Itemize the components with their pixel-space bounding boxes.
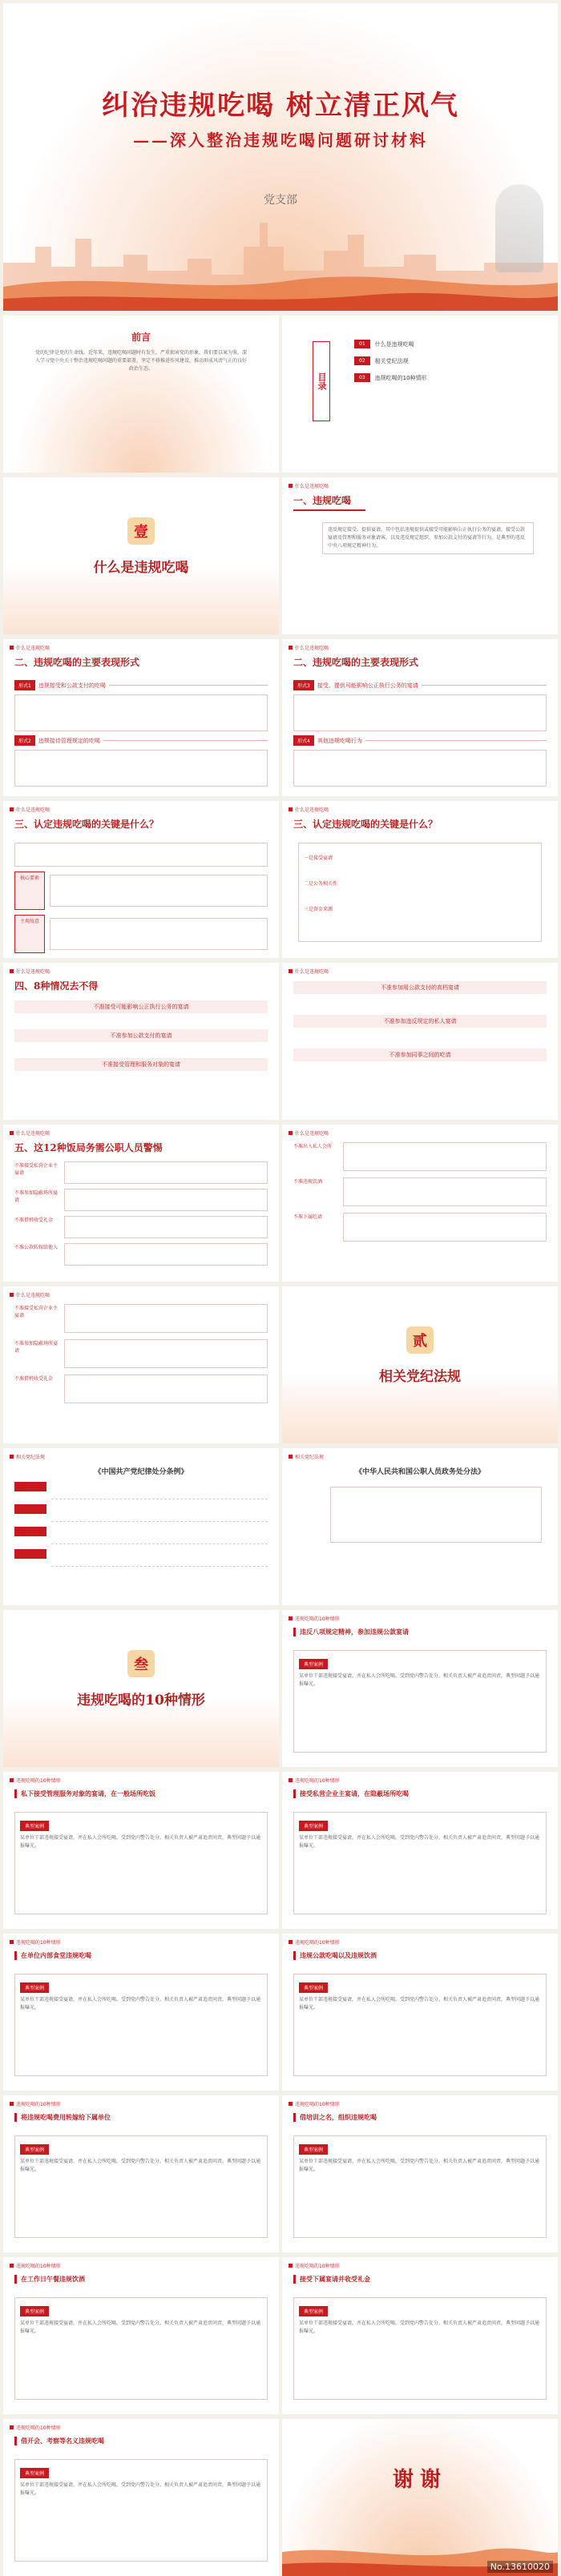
- slide-tag: 违规吃喝的10种情形: [289, 1777, 340, 1784]
- thanks-slide: [282, 2419, 558, 2576]
- rule-row: 不准参加公款支付的宴请: [14, 1029, 268, 1042]
- slide-heading: 四、8种情况去不得: [14, 980, 99, 992]
- case-type: 不准出入私人会所: [293, 1144, 333, 1149]
- judge-key-1: 核心要素: [14, 871, 45, 910]
- five-slide-2: [282, 1125, 558, 1282]
- law-title: 《中华人民共和国公职人员政务处分法》: [354, 1468, 485, 1476]
- case-type: 不准参加隐蔽场所宴请: [14, 1190, 59, 1203]
- case-text: 某单位干部违规接受宴请，并在私人会所吃喝，受到党内警告处分。相关负责人被严肃追责问责，典型问题予以通报曝光。: [299, 2159, 540, 2172]
- rule-row: 不准接受可能影响公正执行公务的宴请: [14, 1000, 268, 1013]
- rule-desc: [14, 1016, 268, 1027]
- case-label: 典型案例: [299, 2306, 328, 2316]
- case-slide-5: [282, 1934, 558, 2091]
- case-type: 不准借机收受礼金: [14, 1218, 54, 1223]
- case-title: 在单位内部食堂违规吃喝: [14, 1951, 268, 1960]
- case-type: 不准违规饮酒: [293, 1179, 323, 1185]
- slide-heading: 一、违规吃喝: [293, 495, 352, 506]
- case-slide-7: [282, 2095, 558, 2252]
- case-desc: [64, 1243, 268, 1266]
- law-article-tag: [14, 1527, 46, 1536]
- case-text: 某单位干部违规接受宴请，并在私人会所吃喝，受到党内警告处分。相关负责人被严肃追责问责，典型问题予以通报曝光。: [20, 2320, 261, 2334]
- form-desc: [293, 750, 547, 787]
- toc-label: 目录: [313, 341, 330, 421]
- rule-desc: [293, 1030, 547, 1046]
- judge-item-1: 一是接受宴请: [304, 855, 333, 861]
- case-desc: [64, 1216, 268, 1238]
- case-title: 违反八项规定精神，参加违规公款宴请: [293, 1628, 547, 1636]
- definition-text: 违反规定接受、提供宴请，其中包括违规提供或接受可能影响公正执行公务的宴请，接受公款宴请及管理和服务对象请客，以及违反规定组织、参加公款支付的宴请等行为，是典型的违反中央八项规定精神行为。: [322, 522, 534, 554]
- case-title: 在工作日午餐违规饮酒: [14, 2275, 268, 2284]
- judge-item-2: 二是公务相关性: [304, 881, 338, 887]
- slide-heading: 五、这12种饭局务需公职人员警惕: [14, 1142, 163, 1153]
- section-number: 叁: [127, 1650, 155, 1677]
- case-text: 某单位干部违规接受宴请，并在私人会所吃喝，受到党内警告处分。相关负责人被严肃追责问责，典型问题予以通报曝光。: [299, 1673, 540, 1687]
- case-desc: [64, 1161, 268, 1184]
- judge-slide-2: [282, 801, 558, 958]
- rule-desc: [293, 1064, 547, 1080]
- slide-tag: 违规吃喝的10种情形: [289, 2100, 340, 2107]
- cover-slide: [3, 3, 558, 311]
- law-article-tag: [14, 1504, 46, 1514]
- case-type: 不准借机收受礼金: [14, 1376, 54, 1382]
- case-text: 某单位干部违规接受宴请，并在私人会所吃喝，受到党内警告处分。相关负责人被严肃追责问责，典型问题予以通报曝光。: [20, 2482, 261, 2496]
- section-slide-2: [282, 1286, 558, 1443]
- case-slide-2: [3, 1772, 279, 1929]
- case-desc: [64, 1304, 268, 1333]
- case-title: 借培训之名，组织违规吃喝: [293, 2113, 547, 2122]
- judge-desc: [50, 875, 268, 907]
- slide-tag: 违规吃喝的10种情形: [289, 1615, 340, 1622]
- case-type: 不准公款转嫁给他人: [14, 1245, 59, 1250]
- slide-tag: 什么是违规吃喝: [289, 482, 329, 489]
- case-slide-8: [3, 2257, 279, 2414]
- toc-text: 违规吃喝的10种情形: [374, 374, 427, 381]
- eight-slide-1: [3, 963, 279, 1120]
- forms-slide-1: [3, 639, 279, 796]
- section-title: 什么是违规吃喝: [93, 560, 189, 576]
- case-title: 借开会、考察等名义违规吃喝: [14, 2437, 268, 2445]
- slide-tag: 什么是违规吃喝: [289, 806, 329, 813]
- case-type: 不准接受私营企业主宴请: [14, 1163, 59, 1176]
- slide-tag: 什么是违规吃喝: [10, 1129, 50, 1137]
- case-label: 典型案例: [299, 1659, 328, 1669]
- rule-desc: [14, 1073, 268, 1085]
- case-slide-3: [282, 1772, 558, 1929]
- city-skyline-icon: [3, 191, 558, 311]
- slide-tag: 什么是违规吃喝: [10, 806, 50, 813]
- case-label: 典型案例: [299, 1821, 328, 1831]
- toc-num: 03: [354, 373, 370, 382]
- cover-org: 党支部: [264, 194, 297, 207]
- slide-tag: 违规吃喝的10种情形: [289, 1938, 340, 1946]
- slide-tag: 什么是违规吃喝: [289, 1129, 329, 1137]
- case-type: 不准参加隐蔽场所宴请: [14, 1341, 59, 1354]
- case-title: 违规公款吃喝以及违规饮酒: [293, 1951, 547, 1960]
- case-desc: [343, 1213, 547, 1242]
- slide-tag: 什么是违规吃喝: [10, 644, 50, 651]
- section-number: 壹: [127, 517, 155, 545]
- toc-item-3[interactable]: [354, 373, 427, 382]
- form-desc: [293, 694, 547, 731]
- rule-row: 不准接受管理和服务对象的宴请: [14, 1058, 268, 1071]
- case-label: 典型案例: [20, 1982, 49, 1993]
- case-desc: [64, 1375, 268, 1403]
- case-label: 典型案例: [20, 2144, 49, 2155]
- slide-tag: 什么是违规吃喝: [10, 968, 50, 975]
- case-title: 将违规吃喝费用转嫁给下属单位: [14, 2113, 268, 2122]
- case-desc: [64, 1339, 268, 1368]
- rule-desc: [293, 996, 547, 1012]
- toc-item-1[interactable]: [354, 340, 427, 348]
- rule-row: 不准参加同事之间的吃请: [293, 1049, 547, 1061]
- section-slide-3: [3, 1610, 279, 1767]
- case-title: 接受下属宴请并收受礼金: [293, 2275, 547, 2284]
- case-title: 私下接受管理服务对象的宴请，在一般场所吃饭: [14, 1789, 268, 1798]
- toc-text: 什么是违规吃喝: [374, 340, 414, 348]
- slide-heading: 三、认定违规吃喝的关键是什么？: [293, 819, 438, 830]
- preface-slide: [3, 316, 279, 473]
- form-desc: [14, 694, 268, 731]
- judge-item-3: 三是资金来源: [304, 907, 333, 912]
- case-label: 典型案例: [20, 2468, 49, 2478]
- case-slide-10: [3, 2419, 279, 2576]
- law-article: [51, 1482, 268, 1499]
- law-article: [51, 1549, 268, 1567]
- slide-tag: 违规吃喝的10种情形: [10, 2100, 61, 2107]
- section-title: 违规吃喝的10种情形: [77, 1693, 205, 1709]
- preface-heading: 前言: [131, 332, 151, 343]
- slide-tag: 什么是违规吃喝: [289, 644, 329, 651]
- form-row: 形式4 其他违规吃喝行为: [293, 735, 547, 746]
- heading-underline: [293, 509, 365, 511]
- judge-intro: [14, 843, 268, 867]
- definition-slide: [282, 477, 558, 634]
- case-type: 不准接受私营企业主宴请: [14, 1306, 59, 1318]
- cover-subtitle: ——深入整治违规吃喝问题研讨材料: [133, 131, 428, 150]
- slide-tag: 违规吃喝的10种情形: [10, 1777, 61, 1784]
- case-slide-9: [282, 2257, 558, 2414]
- slide-heading: 三、认定违规吃喝的关键是什么？: [14, 819, 159, 830]
- slide-tag: 违规吃喝的10种情形: [10, 2424, 61, 2431]
- law-article-tag: [14, 1482, 46, 1491]
- watermark: No.13610020: [487, 2561, 553, 2573]
- rule-row: 不准参加违反规定的私人宴请: [293, 1015, 547, 1028]
- law-title: 《中国共产党纪律处分条例》: [94, 1468, 188, 1476]
- toc-num: 01: [354, 340, 370, 348]
- case-slide-6: [3, 2095, 279, 2252]
- case-label: 典型案例: [20, 1821, 49, 1831]
- forms-slide-2: [282, 639, 558, 796]
- law-article: [51, 1504, 268, 1522]
- slide-heading: 二、违规吃喝的主要表现形式: [14, 657, 140, 668]
- case-text: 某单位干部违规接受宴请，并在私人会所吃喝，受到党内警告处分。相关负责人被严肃追责问责，典型问题予以通报曝光。: [20, 1835, 261, 1849]
- slide-tag: 违规吃喝的10种情形: [10, 2262, 61, 2269]
- case-desc: [343, 1177, 547, 1206]
- toc-item-2[interactable]: [354, 356, 427, 365]
- toc-num: 02: [354, 356, 370, 365]
- case-type: 不准下属吃请: [293, 1214, 323, 1220]
- case-text: 某单位干部违规接受宴请，并在私人会所吃喝，受到党内警告处分。相关负责人被严肃追责问责，典型问题予以通报曝光。: [20, 1997, 261, 2010]
- case-text: 某单位干部违规接受宴请，并在私人会所吃喝，受到党内警告处分。相关负责人被严肃追责问责，典型问题予以通报曝光。: [299, 2320, 540, 2334]
- law-slide-1: [3, 1448, 279, 1605]
- section-title: 相关党纪法规: [379, 1369, 461, 1385]
- stone-lion-icon: [495, 184, 543, 272]
- section-slide-1: [3, 477, 279, 634]
- law-text: [330, 1487, 542, 1543]
- slide-tag: 什么是违规吃喝: [289, 968, 329, 975]
- case-text: 某单位干部违规接受宴请，并在私人会所吃喝，受到党内警告处分。相关负责人被严肃追责问责，典型问题予以通报曝光。: [299, 1835, 540, 1849]
- case-slide-4: [3, 1934, 279, 2091]
- toc-slide: [282, 316, 558, 473]
- case-text: 某单位干部违规接受宴请，并在私人会所吃喝，受到党内警告处分。相关负责人被严肃追责问责，典型问题予以通报曝光。: [20, 2159, 261, 2172]
- form-row: 形式1 违规接受和公款支付的吃喝: [14, 680, 268, 690]
- case-slide-1: [282, 1610, 558, 1767]
- case-text: 某单位干部违规接受宴请，并在私人会所吃喝，受到党内警告处分。相关负责人被严肃追责问责，典型问题予以通报曝光。: [299, 1997, 540, 2010]
- judge-key-2: 主观故意: [14, 915, 45, 953]
- toc-text: 相关党纪法规: [374, 357, 409, 364]
- rule-desc: [14, 1044, 268, 1056]
- law-slide-2: [282, 1448, 558, 1605]
- form-row: 形式2 违规接待管理规定的吃喝: [14, 735, 268, 746]
- five-slide-3: [3, 1286, 279, 1443]
- eight-slide-2: [282, 963, 558, 1120]
- judge-slide-1: [3, 801, 279, 958]
- law-article-tag: [14, 1549, 46, 1559]
- cover-title: 纠治违规吃喝 树立清正风气: [102, 90, 459, 122]
- law-article: [51, 1527, 268, 1544]
- case-label: 典型案例: [20, 2306, 49, 2316]
- rule-row: 不准参加用公款支付的高档宴请: [293, 981, 547, 994]
- case-desc: [64, 1189, 268, 1211]
- thanks-title: 谢谢: [392, 2468, 447, 2492]
- slide-tag: 违规吃喝的10种情形: [10, 1938, 61, 1946]
- case-label: 典型案例: [299, 1982, 328, 1993]
- preface-text: 党的纪律是党的生命线。近年来，违规吃喝问题时有发生，严重损害党的形象。我们要以案为鉴，深入学习党中央关于整治违规吃喝问题的重要部署，坚定不移推进作风建设，推动形成风清气正的良好政治生态。: [35, 350, 248, 372]
- form-row: 形式3 接受、提供可能影响公正执行公务的宴请: [293, 680, 547, 690]
- case-title: 接受私营企业主宴请，在隐蔽场所吃喝: [293, 1789, 547, 1798]
- case-label: 典型案例: [299, 2144, 328, 2155]
- form-desc: [14, 750, 268, 787]
- judge-desc: [50, 918, 268, 950]
- five-slide-1: [3, 1125, 279, 1282]
- slide-tag: 相关党纪法规: [10, 1453, 45, 1460]
- slide-tag: 违规吃喝的10种情形: [289, 2262, 340, 2269]
- case-desc: [343, 1142, 547, 1171]
- slide-tag: 什么是违规吃喝: [10, 1291, 50, 1298]
- slide-tag: 相关党纪法规: [289, 1453, 324, 1460]
- slide-heading: 二、违规吃喝的主要表现形式: [293, 657, 419, 668]
- section-number: 贰: [406, 1326, 434, 1354]
